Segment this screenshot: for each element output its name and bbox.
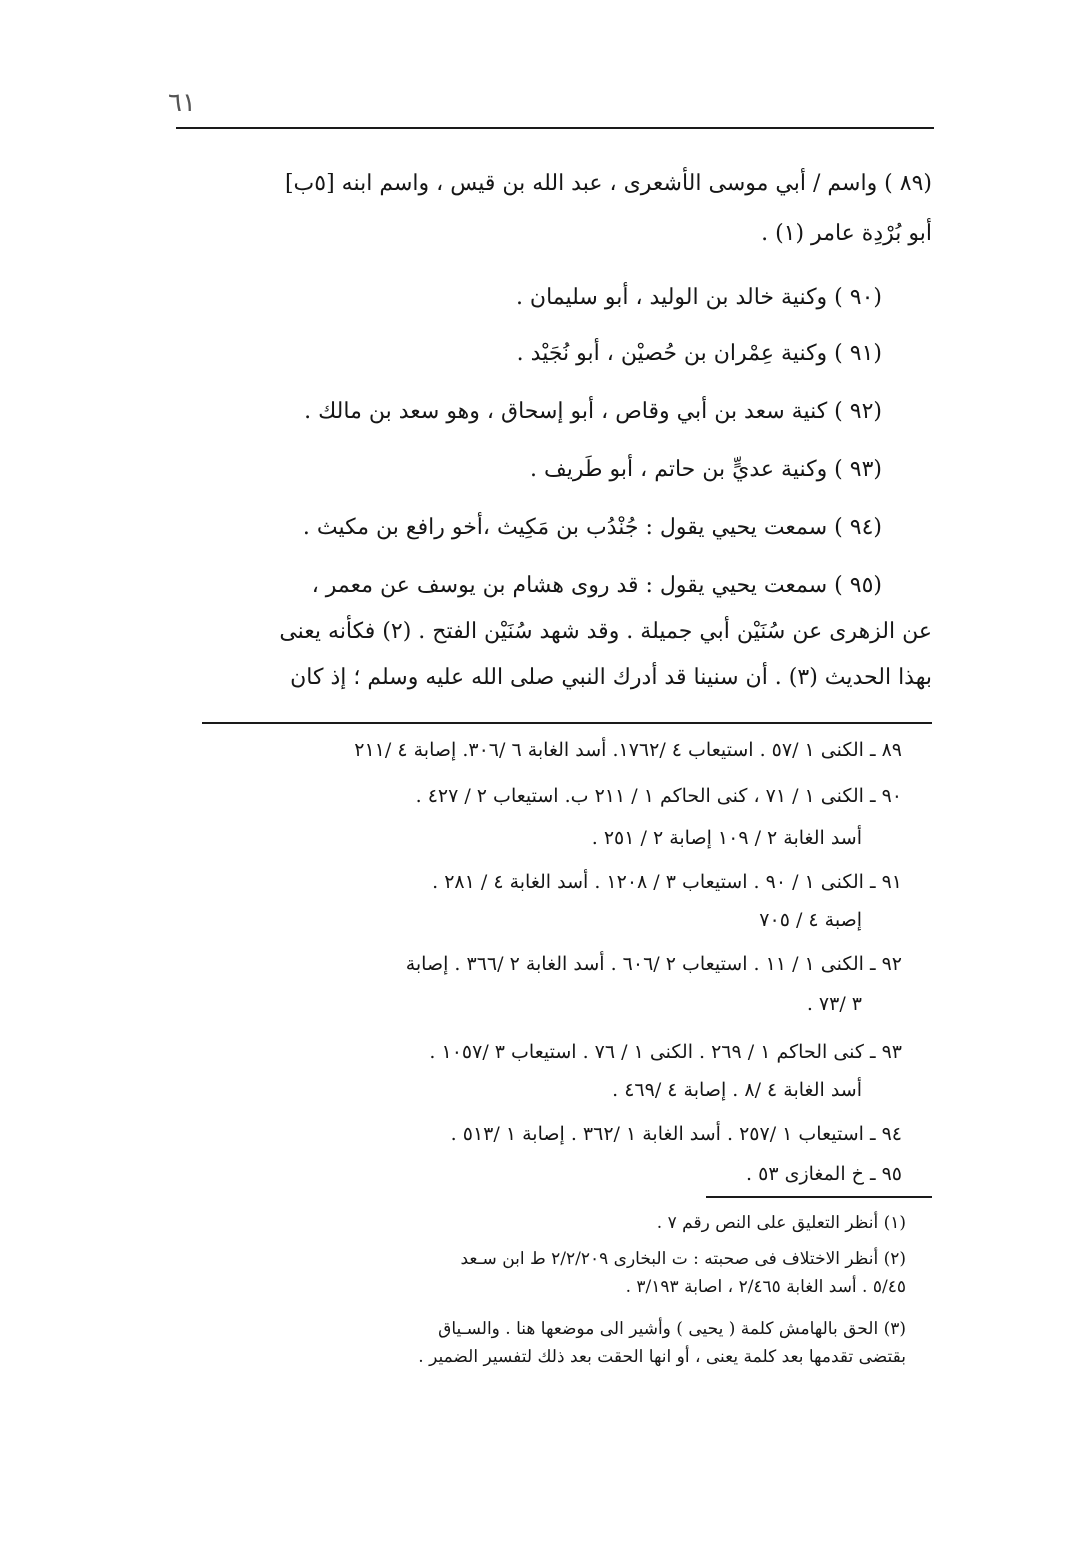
footnote-rule <box>706 1196 932 1198</box>
entry-line: (٩٠ ) وكنية خالد بن الوليد ، أبو سليمان . <box>515 285 882 310</box>
note-92: ٩٢ ـ الكنى ١ / ١١ . استيعاب ٢ /٦٠٦ . أسد الغابة ٢ /٣٦٦ . إصابة <box>405 953 902 975</box>
entry-line: (٩١ ) وكنية عِمْران بن حُصيْن ، أبو نُجَيْد . <box>516 341 882 366</box>
entry-90 <box>140 284 932 312</box>
note-93-continuation: أسد الغابة ٤ /٨ . إصابة ٤ /٤٦٩ . <box>612 1079 862 1101</box>
entry-line: (٩٣ ) وكنية عديٍّ بن حاتم ، أبو طَريف . <box>530 457 882 482</box>
note-91-continuation: إصبة ٤ / ٧٠٥ <box>759 909 862 931</box>
note-94: ٩٤ ـ استيعاب ١ /٢٥٧ . أسد الغابة ١ /٣٦٢ . إصابة ١ /٥١٣ . <box>450 1123 902 1145</box>
entry-line: عن الزهرى عن سُنَيْن أبي جميلة . وقد شهد سُنَيْن الفتح . (٢) فكأنه يعنى <box>279 619 932 644</box>
entry-94 <box>140 514 932 542</box>
footnote-2: (٢) أنظر الاختلاف فى صحبته : ت البخارى ٢/٢/٢٠٩ ط ابن سـعد <box>460 1249 906 1269</box>
entry-line: (٩٢ ) كنية سعد بن أبي وقاص ، أبو إسحاق ، وهو سعد بن مالك . <box>304 399 882 424</box>
entry-line: بهذا الحديث (٣) . أن سنينا قد أدرك النبي صلى الله عليه وسلم ؛ إذ كان <box>290 665 932 690</box>
note-89: ٨٩ ـ الكنى ١ /٥٧ . استيعاب ٤ /١٧٦٢. أسد الغابة ٦ /٣٠٦. إصابة ٤ /٢١١ <box>354 739 902 761</box>
entry-95 <box>190 572 932 692</box>
page-number: ٦١ <box>168 88 196 118</box>
entry-93 <box>140 456 932 484</box>
note-91: ٩١ ـ الكنى ١ / ٩٠ . استيعاب ٣ / ١٢٠٨ . أسد الغابة ٤ / ٢٨١ . <box>432 871 902 893</box>
footnote-2-continuation: ٥/٤٥ . أسد الغابة ٢/٤٦٥ ، اصابة ٣/١٩٣ . <box>625 1277 906 1297</box>
entry-91 <box>140 340 932 368</box>
note-93: ٩٣ ـ كنى الحاكم ١ / ٢٦٩ . الكنى ١ / ٧٦ . استيعاب ٣ /١٠٥٧ . <box>429 1041 902 1063</box>
entry-92 <box>140 398 932 426</box>
note-95: ٩٥ ـ خ المغازى ٥٣ . <box>746 1163 902 1185</box>
header-rule <box>176 127 934 129</box>
entry-line: (٩٤ ) سمعت يحيي يقول : جُنْدُب بن مَكِيث ،أخو رافع بن مكيث . <box>302 515 882 540</box>
note-92-continuation: ٣ /٧٣ . <box>806 993 862 1015</box>
footnote-3-continuation: بقتضى تقدمها بعد كلمة يعنى ، أو انها الحقت بعد ذلك لتفسير الضمير . <box>418 1347 906 1367</box>
footnote-3: (٣) الحق بالهامش كلمة ( يحيى ) وأشير الى موضعها هنا . والسـياق <box>438 1319 906 1339</box>
notes-rule <box>202 722 932 724</box>
note-90-continuation: أسد الغابة ٢ / ١٠٩ إصابة ٢ / ٢٥١ . <box>591 827 862 849</box>
note-90: ٩٠ ـ الكنى ١ / ٧١ ، كنى الحاكم ١ / ٢١١ ب. استيعاب ٢ / ٤٢٧ . <box>415 785 902 807</box>
entry-line: (٨٩ ) واسم / أبي موسى الأشعرى ، عبد الله بن قيس ، واسم ابنه [٥ب] <box>284 171 932 196</box>
entry-line: أبو بُرْدِة عامر (١) . <box>761 221 932 246</box>
footnote-1: (١) أنظر التعليق على النص رقم ٧ . <box>656 1213 906 1233</box>
entry-89 <box>190 170 932 248</box>
entry-line: (٩٥ ) سمعت يحيي يقول : قد روى هشام بن يوسف عن معمر ، <box>311 573 882 598</box>
